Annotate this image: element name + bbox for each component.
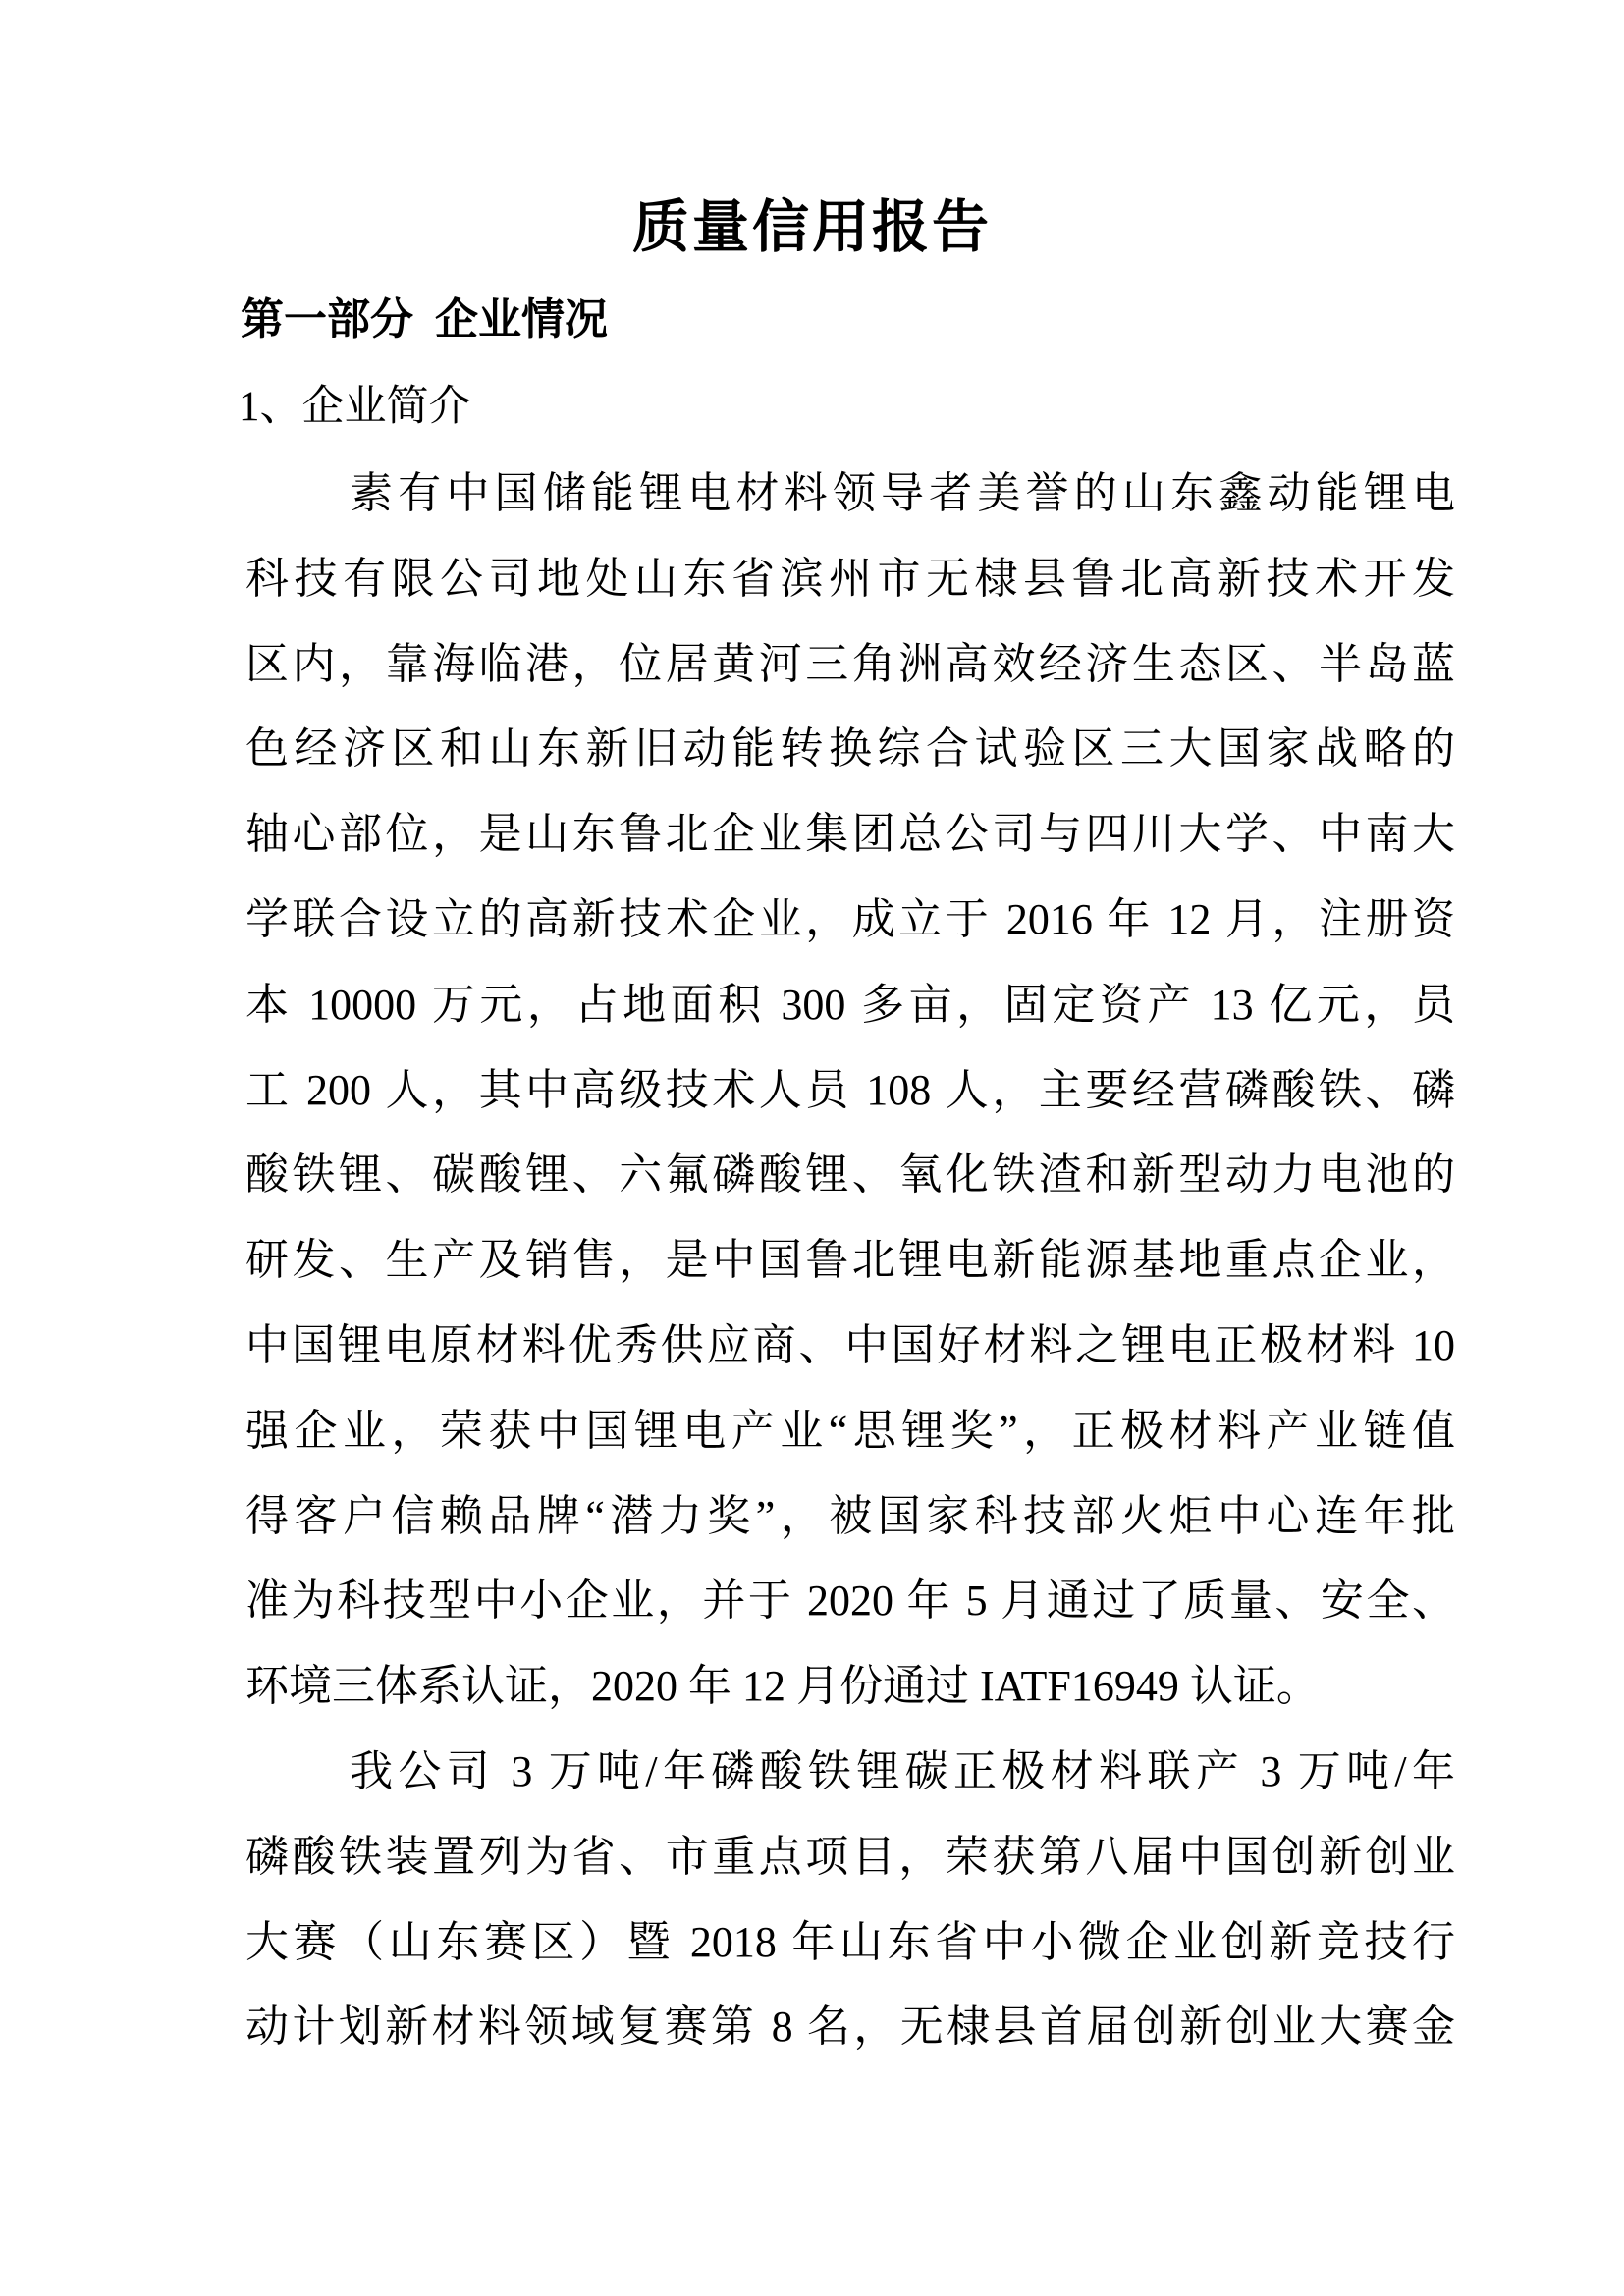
body-line: 素有中国储能锂电材料领导者美誉的山东鑫动能锂电 [350,469,1455,517]
body-line: 科技有限公司地处山东省滨州市无棣县鲁北高新技术开发 [245,554,1455,603]
body-line: 大赛（山东赛区）暨 2018 年山东省中小微企业创新竞技行 [245,1917,1455,1966]
body-line: 轴心部位，是山东鲁北企业集团总公司与四川大学、中南大 [245,810,1455,859]
subsection-heading: 1、企业简介 [239,384,471,430]
body-line: 磷酸铁装置列为省、市重点项目，荣获第八届中国创新创业 [245,1832,1455,1881]
body-line: 准为科技型中小企业，并于 2020 年 5 月通过了质量、安全、 [245,1576,1455,1626]
body-line: 区内，靠海临港，位居黄河三角洲高效经济生态区、半岛蓝 [245,639,1455,688]
body-line: 强企业，荣获中国锂电产业“思锂奖”，正极材料产业链值 [245,1406,1455,1455]
body-line: 动计划新材料领域复赛第 8 名，无棣县首届创新创业大赛金 [245,2002,1455,2052]
body-text [245,452,1455,2070]
body-line: 我公司 3 万吨/年磷酸铁锂碳正极材料联产 3 万吨/年 [350,1746,1455,1795]
body-line: 环境三体系认证，2020 年 12 月份通过 IATF16949 认证。 [245,1662,1320,1711]
body-line: 学联合设立的高新技术企业，成立于 2016 年 12 月，注册资 [245,894,1455,943]
body-line: 本 10000 万元，占地面积 300 多亩，固定资产 13 亿元，员 [245,980,1455,1029]
body-line: 研发、生产及销售，是中国鲁北锂电新能源基地重点企业， [245,1236,1455,1285]
body-line: 色经济区和山东新旧动能转换综合试验区三大国家战略的 [245,724,1455,774]
body-line: 酸铁锂、碳酸锂、六氟磷酸锂、氧化铁渣和新型动力电池的 [245,1150,1455,1200]
section-heading: 第一部分 企业情况 [241,295,608,344]
body-line: 工 200 人，其中高级技术人员 108 人，主要经营磷酸铁、磷 [245,1065,1455,1114]
body-line: 得客户信赖品牌“潜力奖”，被国家科技部火炬中心连年批 [245,1491,1455,1540]
body-line: 中国锂电原材料优秀供应商、中国好材料之锂电正极材料 10 [245,1320,1455,1369]
document-title: 质量信用报告 [631,195,992,259]
